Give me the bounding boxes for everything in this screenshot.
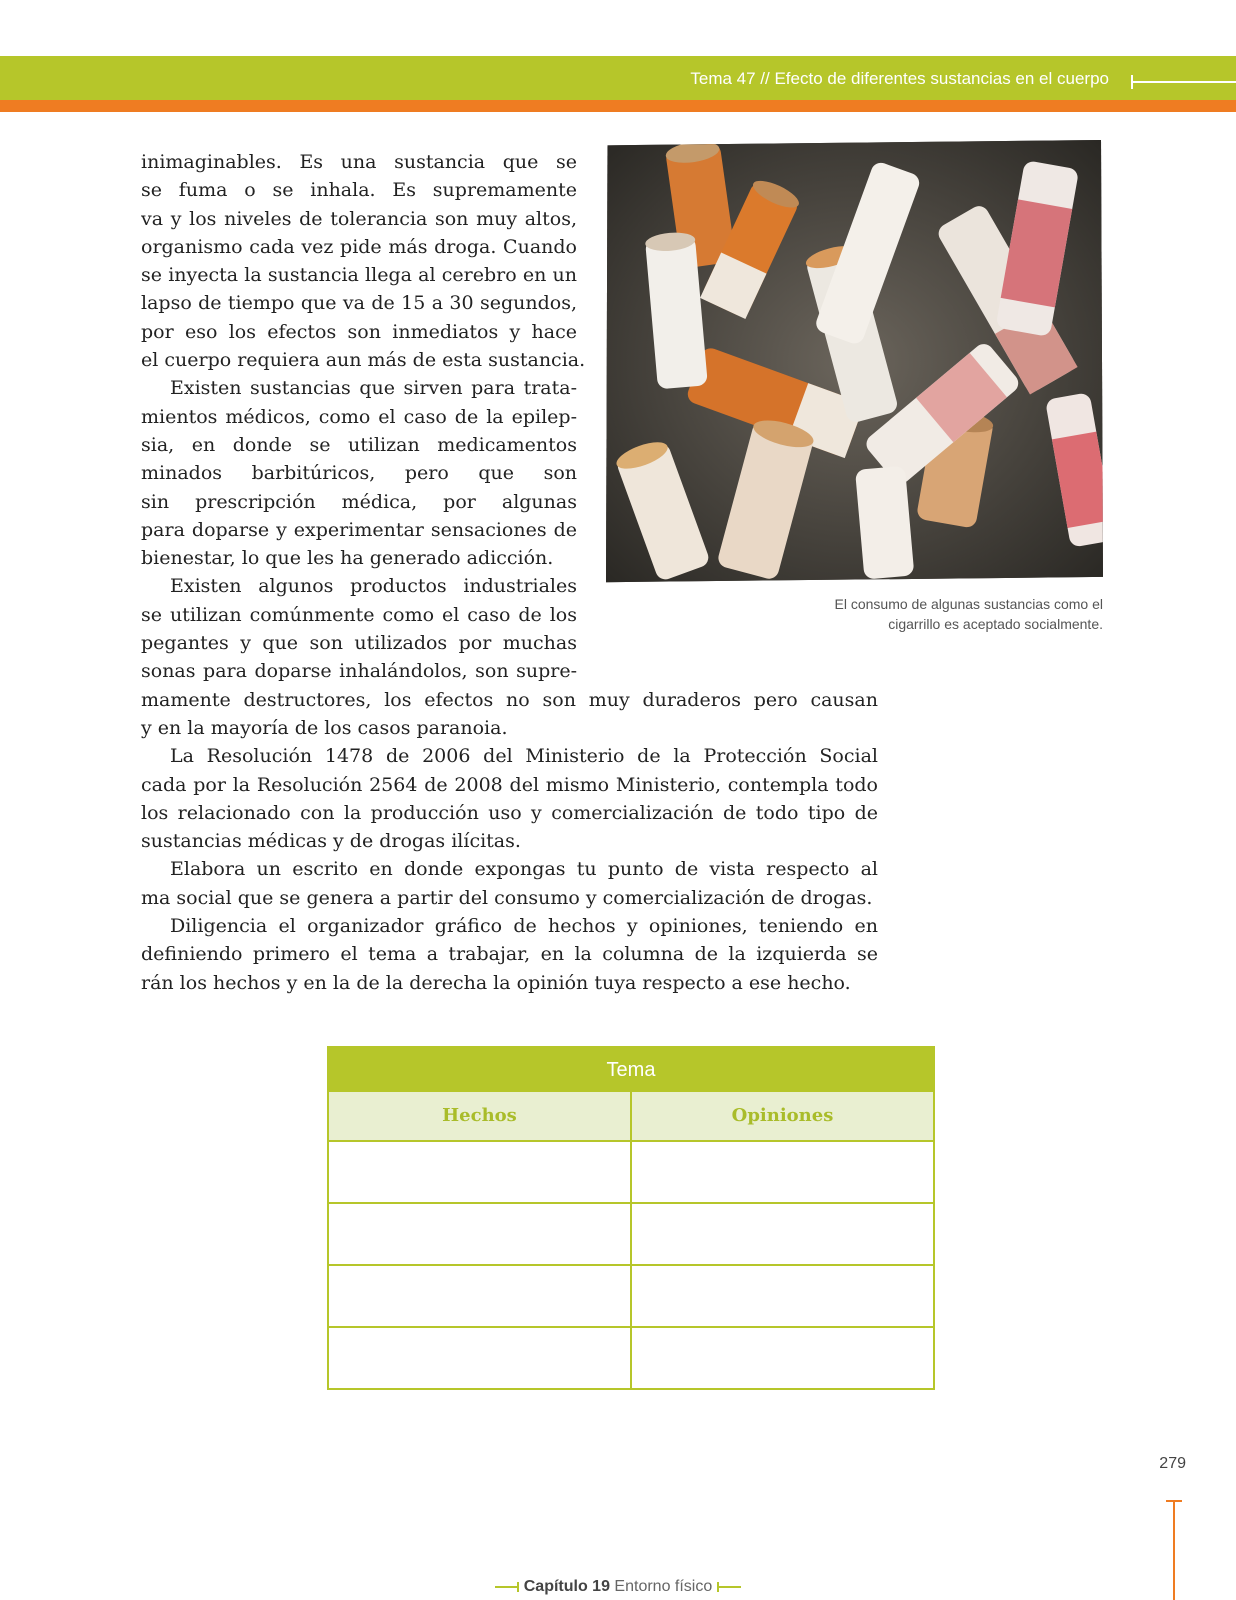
text-line: cada por la Resolución 2564 de 2008 del mismo Ministerio, contempla todo bbox=[141, 773, 878, 796]
text-line: Existen algunos productos industriales bbox=[170, 575, 577, 598]
text-line: Diligencia el organizador gráfico de hechos y opiniones, teniendo en bbox=[170, 915, 878, 938]
side-rule-tick bbox=[1166, 1500, 1182, 1502]
fact-cell[interactable] bbox=[329, 1328, 632, 1388]
opinion-cell[interactable] bbox=[632, 1142, 933, 1202]
text-line: mientos médicos, como el caso de la epilep- bbox=[141, 405, 577, 428]
header-accent-stripe bbox=[0, 100, 1236, 112]
text-line: los relacionado con la producción uso y comercialización de todo tipo de bbox=[141, 801, 878, 824]
fact-cell[interactable] bbox=[329, 1142, 632, 1202]
opinion-cell[interactable] bbox=[632, 1328, 933, 1388]
text-line: Elabora un escrito en donde expongas tu punto de vista respecto al bbox=[170, 858, 878, 881]
text-line: rán los hechos y en la de la derecha la opinión tuya respecto a ese hecho. bbox=[141, 971, 851, 994]
text-line: por eso los efectos son inmediatos y hace bbox=[141, 320, 577, 343]
text-line: mamente destructores, los efectos no son muy duraderos pero causan bbox=[141, 688, 878, 711]
caption-line-1: El consumo de algunas sustancias como el bbox=[834, 596, 1103, 612]
body-text bbox=[141, 148, 878, 997]
footer-subtitle: Entorno físico bbox=[614, 1578, 713, 1595]
facts-opinions-organizer bbox=[327, 1046, 935, 1390]
header-rule bbox=[1131, 81, 1236, 83]
column-header-hechos: Hechos bbox=[329, 1092, 632, 1140]
footer-left-dash bbox=[495, 1586, 519, 1588]
footer bbox=[0, 1578, 1236, 1596]
text-line: para doparse y experimentar sensaciones de bbox=[141, 518, 577, 541]
table-row bbox=[329, 1266, 933, 1328]
text-line: se utilizan comúnmente como el caso de los bbox=[141, 603, 577, 626]
text-line: lapso de tiempo que va de 15 a 30 segundos, bbox=[141, 292, 577, 315]
text-line: minados barbitúricos, pero que son bbox=[141, 462, 577, 485]
text-line: bienestar, lo que les ha generado adicción. bbox=[141, 547, 554, 570]
column-header-opiniones: Opiniones bbox=[731, 1105, 834, 1126]
header-title: Tema 47 // Efecto de diferentes sustancias en el cuerpo bbox=[690, 69, 1109, 88]
header-rule-tick bbox=[1131, 75, 1133, 89]
opinion-cell[interactable] bbox=[632, 1266, 933, 1326]
text-line: definiendo primero el tema a trabajar, en la columna de la izquierda se bbox=[141, 943, 878, 966]
fact-cell[interactable] bbox=[329, 1266, 632, 1326]
organizer-title: Tema bbox=[329, 1048, 933, 1092]
text-line: pegantes y que son utilizados por muchas bbox=[141, 632, 577, 655]
fact-cell[interactable] bbox=[329, 1204, 632, 1264]
text-line: organismo cada vez pide más droga. Cuando bbox=[141, 235, 577, 258]
organizer-header-row bbox=[329, 1092, 933, 1142]
table-row bbox=[329, 1142, 933, 1204]
text-line: y en la mayoría de los casos paranoia. bbox=[141, 716, 508, 739]
text-line: se fuma o se inhala. Es supremamente bbox=[141, 179, 577, 202]
text-line: el cuerpo requiera aun más de esta sustancia. bbox=[141, 349, 586, 372]
opinion-cell[interactable] bbox=[632, 1204, 933, 1264]
text-line: ma social que se genera a partir del consumo y comercialización de drogas. bbox=[141, 886, 873, 909]
footer-chapter: Capítulo 19 bbox=[523, 1578, 610, 1595]
text-line: La Resolución 1478 de 2006 del Ministerio de la Protección Social bbox=[170, 745, 878, 768]
text-line: sia, en donde se utilizan medicamentos bbox=[141, 433, 577, 456]
text-line: va y los niveles de tolerancia son muy altos, bbox=[141, 207, 577, 230]
table-row bbox=[329, 1328, 933, 1388]
text-line: inimaginables. Es una sustancia que se bbox=[141, 151, 577, 173]
page-number: 279 bbox=[1159, 1455, 1186, 1472]
text-line: sustancias médicas y de drogas ilícitas. bbox=[141, 830, 521, 853]
text-line: Existen sustancias que sirven para trata- bbox=[170, 377, 577, 400]
table-row bbox=[329, 1204, 933, 1266]
footer-right-dash bbox=[717, 1586, 741, 1588]
text-line: sonas para doparse inhalándolos, son supre- bbox=[141, 660, 577, 683]
text-line: se inyecta la sustancia llega al cerebro en un bbox=[141, 264, 577, 287]
caption-line-2: cigarrillo es aceptado socialmente. bbox=[888, 616, 1103, 632]
text-line: sin prescripción médica, por algunas bbox=[141, 490, 577, 513]
